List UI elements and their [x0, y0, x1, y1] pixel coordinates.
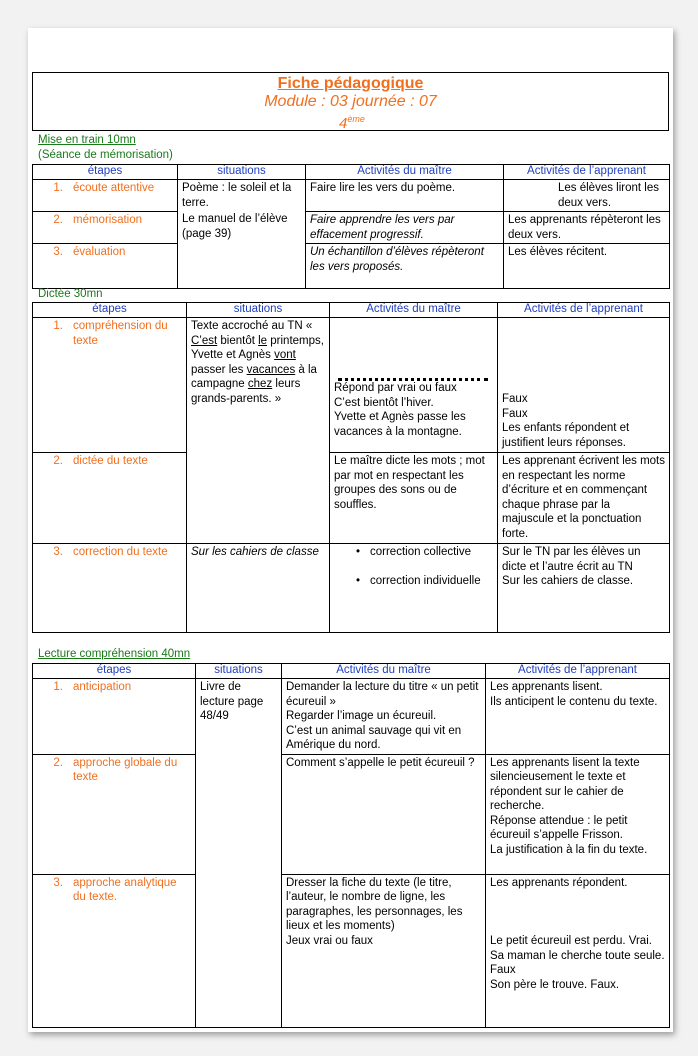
- situation-texte: Texte accroché au TN « C’est bientôt le printemps, Yvette et Agnès vont passer les vacances à la campagne chez leurs grands-parents. »: [187, 318, 330, 544]
- apprenant-text: Les apprenants répèteront les deux vers.: [504, 212, 670, 244]
- col-situations: situations: [187, 303, 330, 318]
- table-row: 2. approche globale du texte Comment s’appelle le petit écureuil ? Les apprenants lisent la texte silencieusement le texte et répondent sur le cahier de recherche. Réponse attendue : le petit écureuil s’appelle Frisson. La justification à la fin du texte.: [33, 754, 670, 874]
- apprenant-text: Sur le TN par les élèves un dicte et l’autre écrit au TN Sur les cahiers de classe.: [498, 544, 670, 633]
- module-line: Module : 03 journée : 07: [264, 93, 437, 110]
- maitre-text: Le maître dicte les mots ; mot par mot en respectant les groupes des sons ou de souffles.: [330, 453, 498, 544]
- situation-manuel: Le manuel de l’élève (page 39): [182, 213, 288, 240]
- etape-label: compréhension du texte: [73, 320, 168, 347]
- col-etapes: étapes: [33, 664, 196, 679]
- maitre-text: Un échantillon d’élèves répèteront les vers proposés.: [306, 244, 504, 289]
- maitre-text: Comment s’appelle le petit écureuil ?: [282, 754, 486, 874]
- apprenant-text: Les apprenants lisent la texte silencieusement le texte et répondent sur le cahier de recherche. Réponse attendue : le petit écureuil s’appelle Frisson. La justification à la fin du texte.: [486, 754, 670, 874]
- table-row: 3. approche analytique du texte. Dresser la fiche du texte (le titre, l’auteur, le nombre de ligne, les paragraphes, les personnages, les lieux et les moments) Jeux vrai ou faux Les apprenants répondent. Le petit écureuil est perdu. Vrai. Sa maman le cherche toute seule. Faux Son père le trouve. Faux.: [33, 874, 670, 1027]
- col-apprenant: Activités de l’apprenant: [504, 165, 670, 180]
- col-situations: situations: [196, 664, 282, 679]
- table-mise-en-train: [32, 164, 670, 289]
- col-apprenant: Activités de l’apprenant: [486, 664, 670, 679]
- level-line: 4ème: [339, 114, 365, 132]
- maitre-text: Faire apprendre les vers par effacement progressif.: [306, 212, 504, 244]
- apprenant-text: Les élèves liront les deux vers.: [504, 180, 670, 212]
- col-etapes: étapes: [33, 165, 178, 180]
- maitre-text: Demander la lecture du titre « un petit écureuil » Regarder l’image un écureuil. C’est un animal sauvage qui vit en Amérique du nord.: [282, 679, 486, 755]
- etape-label: évaluation: [73, 246, 126, 258]
- maitre-text: Dresser la fiche du texte (le titre, l’auteur, le nombre de ligne, les paragraphes, les personnages, les lieux et les moments) Jeux vrai ou faux: [282, 874, 486, 1027]
- section-title-dictee: Dictée 30mn: [38, 288, 103, 300]
- section-title-mise-en-train: Mise en train 10mn: [38, 134, 136, 146]
- etape-label: dictée du texte: [73, 455, 148, 467]
- section-title-lecture: Lecture compréhension 40mn: [38, 648, 191, 660]
- header-box: [32, 72, 669, 131]
- col-etapes: étapes: [33, 303, 187, 318]
- col-maitre: Activités du maître: [282, 664, 486, 679]
- table-row: 2. mémorisation Faire apprendre les vers par effacement progressif. Les apprenants répèteront les deux vers.: [33, 212, 670, 244]
- apprenant-text: Les élèves récitent.: [504, 244, 670, 289]
- maitre-list: • correction collective • correction individuelle: [330, 544, 498, 633]
- table-dictee: [32, 302, 670, 633]
- situation-livre: Livre de lecture page 48/49: [196, 679, 282, 1028]
- page-title: Fiche pédagogique: [277, 75, 424, 92]
- col-apprenant: Activités de l’apprenant: [498, 303, 670, 318]
- etape-label: correction du texte: [73, 546, 168, 558]
- etape-label: approche analytique du texte.: [73, 876, 177, 903]
- situation-poeme: Poème : le soleil et la terre.: [182, 182, 292, 209]
- apprenant-text: Les apprenants répondent. Le petit écureuil est perdu. Vrai. Sa maman le cherche toute seule. Faux Son père le trouve. Faux.: [486, 874, 670, 1027]
- etape-label: approche globale du texte: [73, 756, 178, 783]
- col-maitre: Activités du maître: [330, 303, 498, 318]
- table-row: 1. écoute attentive Poème : le soleil et la terre. Le manuel de l’élève (page 39) Faire lire les vers du poème. Les élèves liront les deux vers.: [33, 180, 670, 212]
- apprenant-text: Les apprenant écrivent les mots en respectant les norme d’écriture et en commençant chaque phrase par la majuscule et la ponctuation forte.: [498, 453, 670, 544]
- apprenant-text: Faux Faux Les enfants répondent et justifient leurs réponses.: [498, 318, 670, 453]
- etape-label: écoute attentive: [73, 182, 155, 194]
- col-situations: situations: [178, 165, 306, 180]
- table-row: 1. compréhension du texte Texte accroché au TN « C’est bientôt le printemps, Yvette et Agnès vont passer les vacances à la campagne chez leurs grands-parents. » Répond par vrai ou faux C’est bientôt l’hiver. Yvette et Agnès passe les vacances à la montagne. Faux Faux Les enfants répondent et justifient leurs réponses.: [33, 318, 670, 453]
- col-maitre: Activités du maître: [306, 165, 504, 180]
- table-row: 2. dictée du texte Le maître dicte les mots ; mot par mot en respectant les groupes des sons ou de souffles. Les apprenant écrivent les mots en respectant les norme d’écriture et en commençant chaque phrase par la majuscule et la ponctuation forte.: [33, 453, 670, 544]
- apprenant-text: Les apprenants lisent. Ils anticipent le contenu du texte.: [486, 679, 670, 755]
- etape-label: mémorisation: [73, 214, 143, 226]
- maitre-text: Répond par vrai ou faux C’est bientôt l’hiver. Yvette et Agnès passe les vacances à la montagne.: [330, 318, 498, 453]
- table-lecture: [32, 663, 670, 1028]
- table-row: 3. correction du texte Sur les cahiers de classe • correction collective • correction individuelle Sur le TN par les élèves un dicte et l’autre écrit au TN Sur les cahiers de classe.: [33, 544, 670, 633]
- document-page: [28, 28, 673, 1032]
- section-subtitle: (Séance de mémorisation): [38, 149, 173, 161]
- etape-label: anticipation: [73, 681, 132, 693]
- situation-cahiers: Sur les cahiers de classe: [187, 544, 330, 633]
- table-row: 3. évaluation Un échantillon d’élèves répèteront les vers proposés. Les élèves récitent.: [33, 244, 670, 289]
- maitre-text: Faire lire les vers du poème.: [306, 180, 504, 212]
- table-row: 1. anticipation Livre de lecture page 48/49 Demander la lecture du titre « un petit écureuil » Regarder l’image un écureuil. C’est un animal sauvage qui vit en Amérique du nord. Les apprenants lisent. Ils anticipent le contenu du texte.: [33, 679, 670, 755]
